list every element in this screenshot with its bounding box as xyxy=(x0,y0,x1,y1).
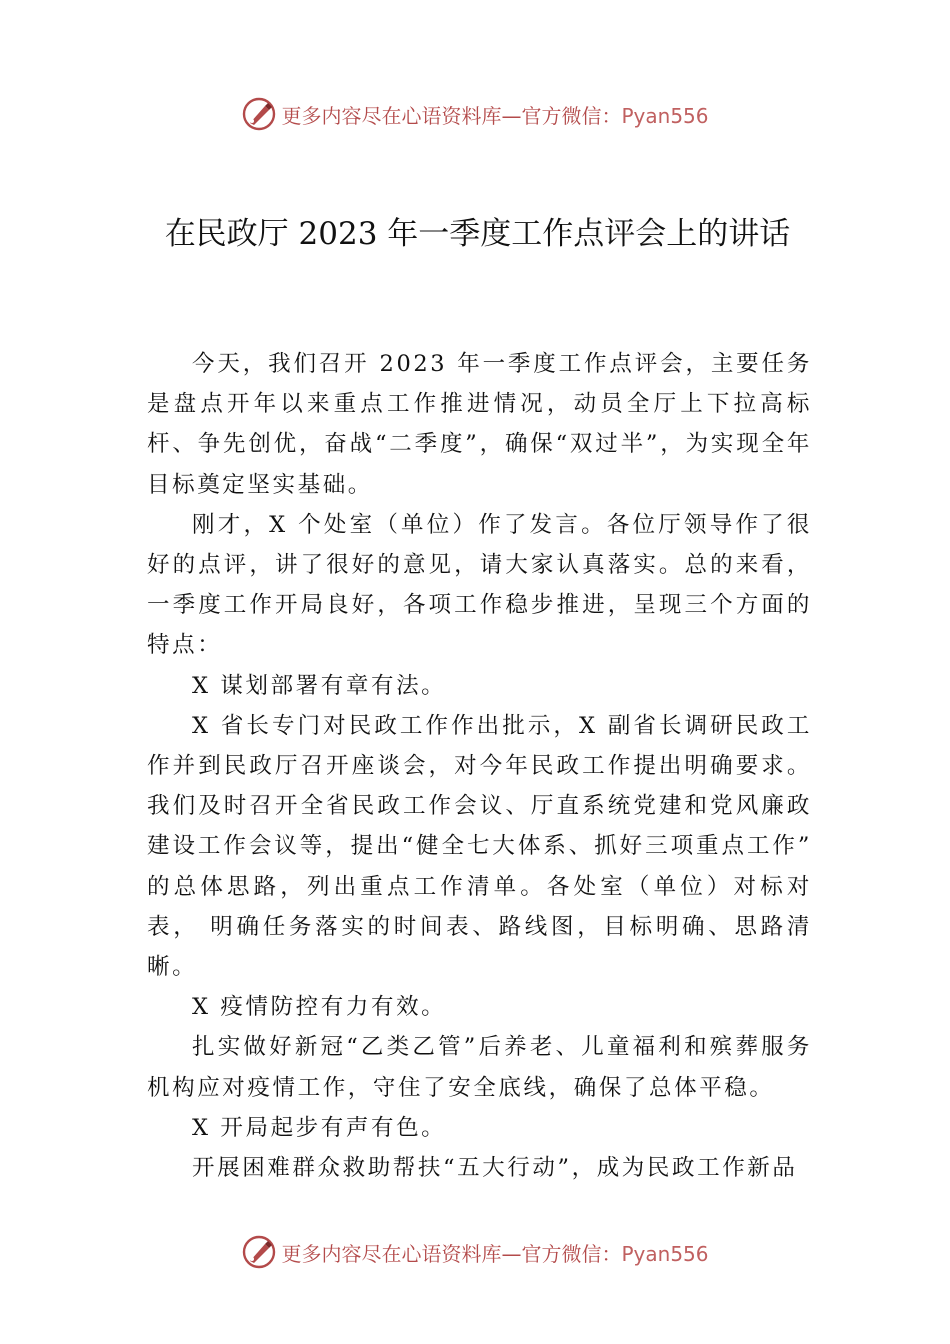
paragraph: X 疫情防控有力有效。 xyxy=(192,994,447,1021)
document-body xyxy=(147,344,812,1188)
watermark-banner-bottom xyxy=(0,1232,950,1272)
document-title: 在民政厅 2023 年一季度工作点评会上的讲话 xyxy=(164,215,791,252)
watermark-text: 更多内容尽在心语资料库—官方微信：Pyan556 xyxy=(281,103,709,128)
watermark-banner-top xyxy=(0,94,950,134)
paragraph: 扎实做好新冠“乙类乙管”后养老、儿童福利和殡葬服务机构应对疫情工作，守住了安全底线，确保了总体平稳。 xyxy=(147,1034,812,1101)
paragraph: X 开局起步有声有色。 xyxy=(192,1114,447,1141)
paragraph: 刚才，X 个处室（单位）作了发言。各位厅领导作了很好的点评，讲了很好的意见，请大家认真落实。总的来看， 一季度工作开局良好，各项工作稳步推进，呈现三个方面的特点： xyxy=(147,511,812,659)
pen-nib-seal-icon xyxy=(241,1234,277,1270)
paragraph: X 谋划部署有章有法。 xyxy=(192,672,447,699)
paragraph: X 省长专门对民政工作作出批示，X 副省长调研民政工作并到民政厅召开座谈会，对今年民政工作提出明确要求。 我们及时召开全省民政工作会议、厅直系统党建和党风廉政建设工作会议等，提出“健全七大体系、抓好三项重点工作” 的总体思路，列出重点工作清单。各处室（单位）对标对表， 明确任务落实的时间表、路线图，目标明确、思路清晰。 xyxy=(147,712,812,981)
paragraph: 开展困难群众救助帮扶“五大行动”，成为民政工作新品 xyxy=(192,1155,798,1182)
pen-nib-seal-icon xyxy=(241,96,277,132)
paragraph: 今天，我们召开 2023 年一季度工作点评会，主要任务是盘点开年以来重点工作推进情况，动员全厅上下拉高标杆、争先创优，奋战“二季度”，确保“双过半”，为实现全年目标奠定坚实基础。 xyxy=(147,351,812,498)
watermark-text: 更多内容尽在心语资料库—官方微信：Pyan556 xyxy=(281,1241,709,1266)
